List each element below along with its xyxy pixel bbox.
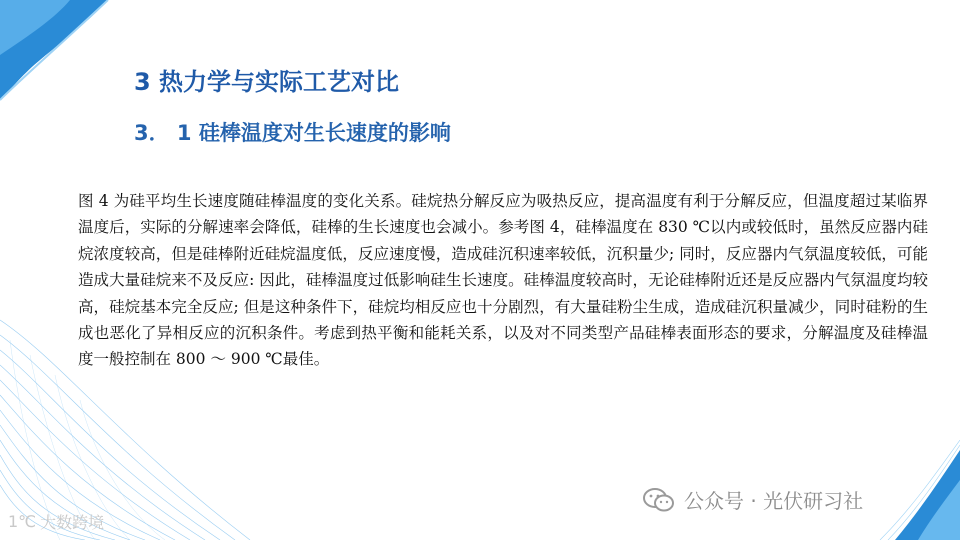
watermark-text: 公众号 · 光伏研习社	[684, 489, 864, 513]
corner-logo	[8, 510, 104, 533]
logo-prefix: 1℃	[8, 512, 37, 531]
wechat-watermark	[642, 485, 863, 514]
top-left-wave-decoration	[0, 0, 140, 110]
body-paragraph: 图 4 为硅平均生长速度随硅棒温度的变化关系。硅烷热分解反应为吸热反应，提高温度有利于分解反应，但温度超过某临界温度后，实际的分解速率会降低，硅棒的生长速度也会减小。参考图 4，硅棒温度在 830 ℃以内或较低时，虽然反应器内硅烷浓度较高，但是硅棒附近硅烷温度低，反应速度慢，造成硅沉积速率较低，沉积量少; 同时，反应器内气氛温度较低，可能造成大量硅烷来不及反应: 因此，硅棒温度过低影响硅生长速度。硅棒温度较高时，无论硅棒附近还是反应器内气氛温度均较高，硅烷基本完全反应; 但是这种条件下，硅烷均相反应也十分剧烈，有大量硅粉尘生成，造成硅沉积量减少，同时硅粉的生成也恶化了异相反应的沉积条件。考虑到热平衡和能耗关系，以及对不同类型产品硅棒表面形态的要求，分解温度及硅棒温度一般控制在 800 ～ 900 ℃最佳。	[78, 192, 928, 369]
slide-title: 3 热力学与实际工艺对比	[134, 68, 400, 96]
slide-subtitle: 3． 1 硅棒温度对生长速度的影响	[134, 121, 451, 145]
bottom-right-wave-decoration	[860, 440, 960, 540]
wechat-icon	[642, 487, 676, 513]
logo-text: 大数跨境	[40, 513, 105, 532]
